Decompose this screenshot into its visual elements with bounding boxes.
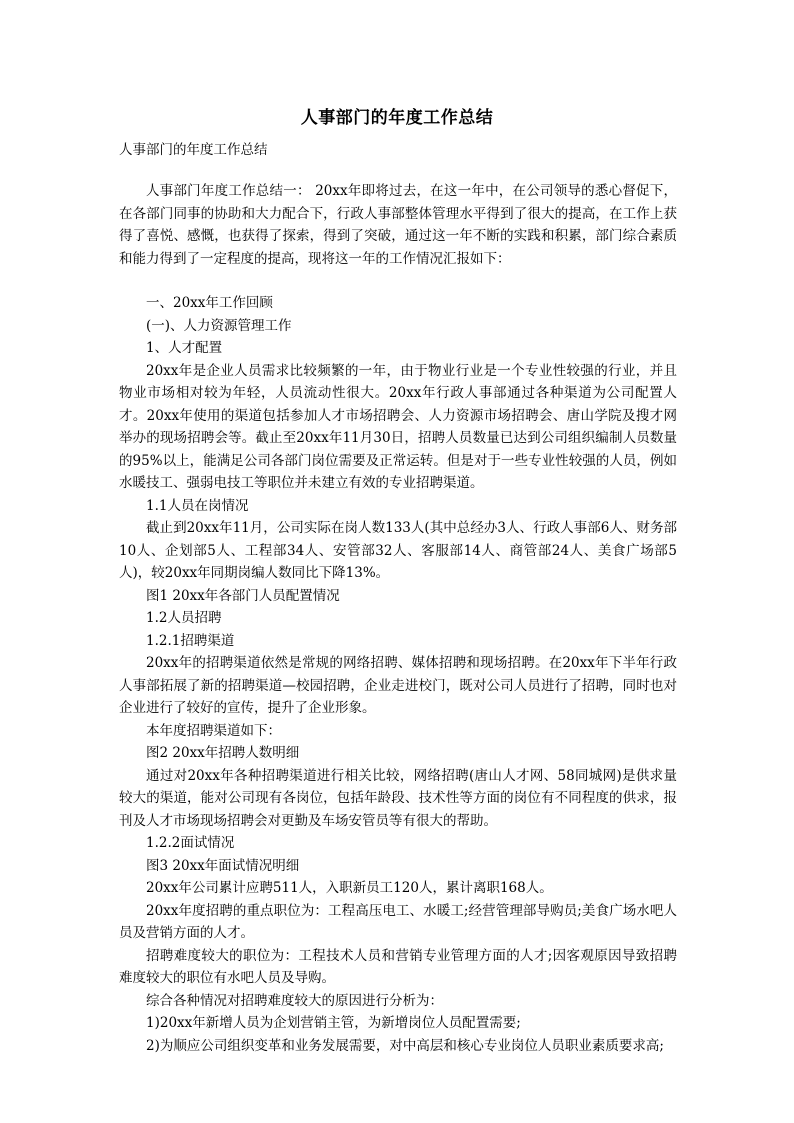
subsection-heading: (一)、人力资源管理工作 [146, 317, 292, 334]
body-paragraph: 招聘难度较大的职位为：工程技术人员和营销专业管理方面的人才;因客观原因导致招聘难度较大的职位有水吧人员及导购。 [119, 947, 677, 986]
list-item: 1)20xx年新增人员为企划营销主管，为新增岗位人员配置需要; [146, 1015, 521, 1031]
item-heading: 1.2人员招聘 [146, 610, 222, 626]
body-paragraph: 20xx年是企业人员需求比较频繁的一年，由于物业行业是一个专业性较强的行业，并且物业市场相对较为年轻，人员流动性很大。20xx年行政人事部通过各种渠道为公司配置人才。20xx年使用的渠道包括参加人才市场招聘会、人力资源市场招聘会、唐山学院及搜才网举办的现场招聘会等。截止至20xx年11月30日，招聘人员数量已达到公司组织编制人员数量的95%以上，能满足公司各部门岗位需要及正常运转。但是对于一些专业性较强的人员，例如水暖技工、强弱电技工等职位并未建立有效的专业招聘渠道。 [119, 362, 677, 491]
body-paragraph: 20xx年公司累计应聘511人，入职新员工120人，累计离职168人。 [146, 880, 553, 896]
body-paragraph: 20xx年的招聘渠道依然是常规的网络招聘、媒体招聘和现场招聘。在20xx年下半年行政人事部拓展了新的招聘渠道—校园招聘，企业走进校门，既对公司人员进行了招聘，同时也对企业进行了较好的宣传，提升了企业形象。 [119, 655, 677, 716]
item-heading: 1.2.1招聘渠道 [146, 632, 235, 649]
body-paragraph: 通过对20xx年各种招聘渠道进行相关比较，网络招聘(唐山人才网、58同城网)是供求量较大的渠道，能对公司现有各岗位，包括年龄段、技术性等方面的岗位有不同程度的供求，报刊及人才市场现场招聘会对更勤及车场安管员等有很大的帮助。 [119, 767, 677, 829]
document-subtitle: 人事部门的年度工作总结 [119, 142, 268, 158]
document-title: 人事部门的年度工作总结 [300, 108, 494, 128]
figure-caption: 图3 20xx年面试情况明细 [146, 857, 300, 874]
body-paragraph: 20xx年度招聘的重点职位为：工程高压电工、水暖工;经营管理部导购员;美食广场水吧人员及营销方面的人才。 [119, 902, 677, 941]
body-paragraph: 本年度招聘渠道如下： [146, 722, 281, 739]
section-heading: 一、20xx年工作回顾 [146, 295, 273, 311]
document-body [119, 180, 677, 1057]
paragraph-gap [119, 270, 677, 292]
item-heading: 1.1人员在岗情况 [146, 497, 249, 514]
item-heading: 1.2.2面试情况 [146, 835, 235, 851]
list-item: 2)为顺应公司组织变革和业务发展需要，对中高层和核心专业岗位人员职业素质要求高; [146, 1037, 664, 1054]
body-paragraph: 截止到20xx年11月，公司实际在岗人数133人(其中总经办3人、行政人事部6人、财务部10人、企划部5人、工程部34人、安管部32人、客服部14人、商管部24人、美食广场部5人)，较20xx年同期岗编人数同比下降13%。 [119, 520, 677, 581]
intro-paragraph: 人事部门年度工作总结一： 20xx年即将过去，在这一年中，在公司领导的悉心督促下，在各部门同事的协助和大力配合下，行政人事部整体管理水平得到了很大的提高，在工作上获得了喜悦、感慨，也获得了探索，得到了突破，通过这一年不断的实践和积累，部门综合素质和能力得到了一定程度的提高，现将这一年的工作情况汇报如下： [119, 183, 677, 267]
body-paragraph: 综合各种情况对招聘难度较大的原因进行分析为： [146, 992, 443, 1009]
figure-caption: 图2 20xx年招聘人数明细 [146, 745, 300, 761]
item-heading: 1、人才配置 [146, 340, 223, 356]
figure-caption: 图1 20xx年各部门人员配置情况 [146, 587, 340, 604]
